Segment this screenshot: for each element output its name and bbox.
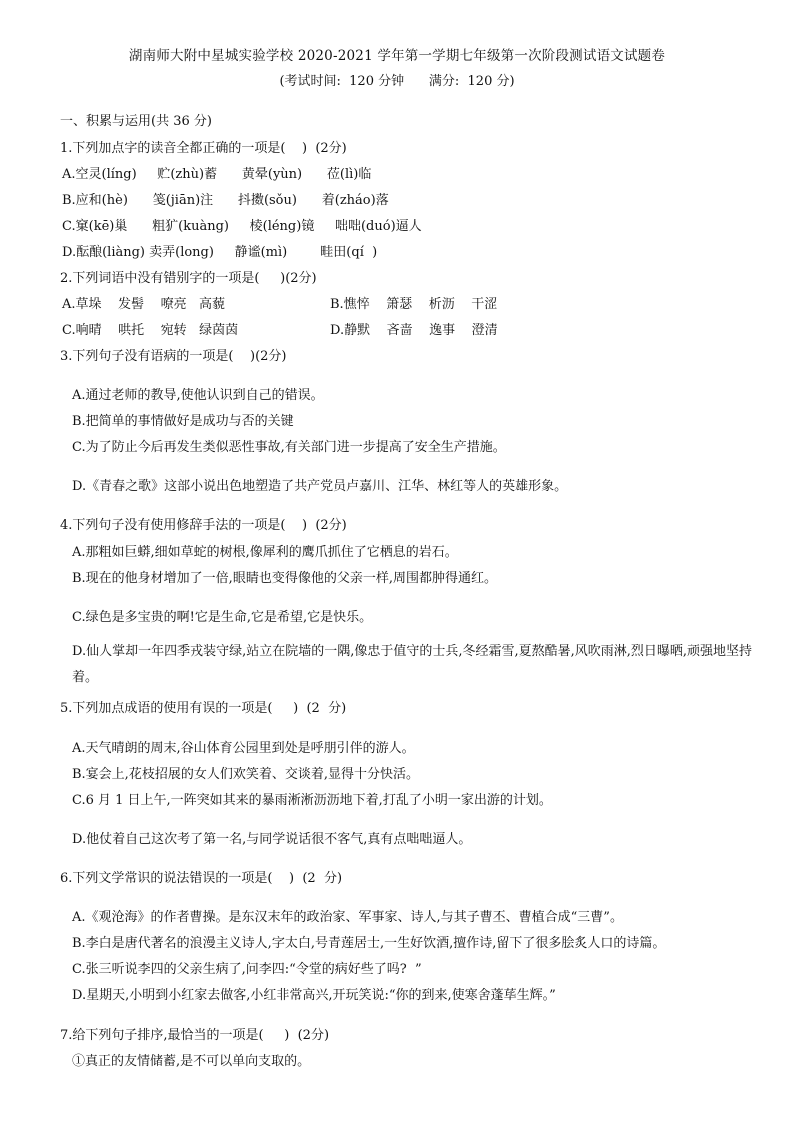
question-2-option-d: D.静默 吝啬 逸事 澄清	[330, 323, 498, 338]
question-4-option-a: A.那粗如巨蟒,细如草蛇的树根,像犀利的鹰爪抓住了它栖息的岩石。	[72, 545, 458, 560]
question-5-option-c: C.6 月 1 日上午,一阵突如其来的暴雨淅淅沥沥地下着,打乱了小明一家出游的计划。	[72, 793, 552, 808]
question-2-stem: 2.下列词语中没有错别字的一项是( )(2分)	[60, 271, 317, 286]
question-3-option-a: A.通过老师的教导,使他认识到自己的错误。	[72, 388, 324, 403]
question-1-option-d: D.酝酿(liàng) 卖弄(long) 静谧(mì) 畦田(qí )	[62, 245, 378, 260]
question-4-stem: 4.下列句子没有使用修辞手法的一项是( ) (2分)	[60, 518, 347, 533]
exam-title: 湖南师大附中星城实验学校 2020-2021 学年第一学期七年级第一次阶段测试语文试题卷	[128, 48, 666, 64]
question-3-stem: 3.下列句子没有语病的一项是( )(2分)	[60, 349, 287, 364]
question-5-stem: 5.下列加点成语的使用有误的一项是( ) (2 分)	[60, 701, 347, 716]
question-1-option-a: A.空灵(líng) 贮(zhù)蓄 黄晕(yùn) 莅(lì)临	[62, 167, 372, 182]
question-4-option-c: C.绿色是多宝贵的啊!它是生命,它是希望,它是快乐。	[72, 610, 373, 625]
question-5-option-a: A.天气晴朗的周末,谷山体育公园里到处是呼朋引伴的游人。	[72, 741, 415, 756]
question-2-option-b: B.憔悴 箫瑟 析沥 干涩	[330, 297, 498, 312]
question-1-stem: 1.下列加点字的读音全都正确的一项是( ) (2分)	[60, 141, 347, 156]
question-6-option-a: A.《观沧海》的作者曹操。是东汉末年的政治家、军事家、诗人,与其子曹丕、曹植合成“三曹”。	[72, 910, 623, 925]
section-heading: 一、积累与运用(共 36 分)	[60, 114, 212, 129]
question-1-option-b: B.应和(hè) 笺(jiān)注 抖擞(sǒu) 着(zháo)落	[62, 193, 389, 208]
question-3-option-c: C.为了防止今后再发生类似恶性事故,有关部门进一步提高了安全生产措施。	[72, 440, 506, 455]
question-2-option-a: A.草垛 发髻 嘹亮 高藐	[62, 297, 225, 312]
exam-subtitle: (考试时间: 120 分钟 满分: 120 分)	[279, 74, 515, 89]
question-6-option-d: D.星期天,小明到小红家去做客,小红非常高兴,开玩笑说:“你的到来,使寒舍蓬荜生辉。”	[72, 988, 556, 1003]
question-4-option-b: B.现在的他身材增加了一倍,眼睛也变得像他的父亲一样,周围都肿得通红。	[72, 571, 497, 586]
question-6-stem: 6.下列文学常识的说法错误的一项是( ) (2 分)	[60, 871, 343, 886]
question-2-option-c: C.响晴 哄托 宛转 绿茵茵	[62, 323, 239, 338]
question-7-sentence-1: ①真正的友情储蓄,是不可以单向支取的。	[72, 1054, 311, 1069]
question-1-option-c: C.窠(kē)巢 粗犷(kuàng) 棱(léng)镜 咄咄(duó)逼人	[62, 219, 422, 234]
question-6-option-c: C.张三听说李四的父亲生病了,问李四:“令堂的病好些了吗? ”	[72, 962, 422, 977]
question-3-option-d: D.《青春之歌》这部小说出色地塑造了共产党员卢嘉川、江华、林红等人的英雄形象。	[72, 479, 568, 494]
question-5-option-b: B.宴会上,花枝招展的女人们欢笑着、交谈着,显得十分快活。	[72, 767, 419, 782]
question-6-option-b: B.李白是唐代著名的浪漫主义诗人,字太白,号青莲居士,一生好饮酒,擅作诗,留下了很多脍炙人口的诗篇。	[72, 936, 666, 951]
question-5-option-d: D.他仗着自己这次考了第一名,与同学说话很不客气,真有点咄咄逼人。	[72, 832, 472, 847]
question-4-option-d: D.仙人掌却一年四季戎装守绿,站立在院墙的一隅,像忠于值守的士兵,冬经霜雪,夏熬酷暑,风吹雨淋,烈日曝晒,顽强地坚持着。	[72, 644, 753, 685]
question-3-option-b: B.把简单的事情做好是成功与否的关键	[72, 414, 294, 429]
question-7-stem: 7.给下列句子排序,最恰当的一项是( ) (2分)	[60, 1028, 330, 1043]
